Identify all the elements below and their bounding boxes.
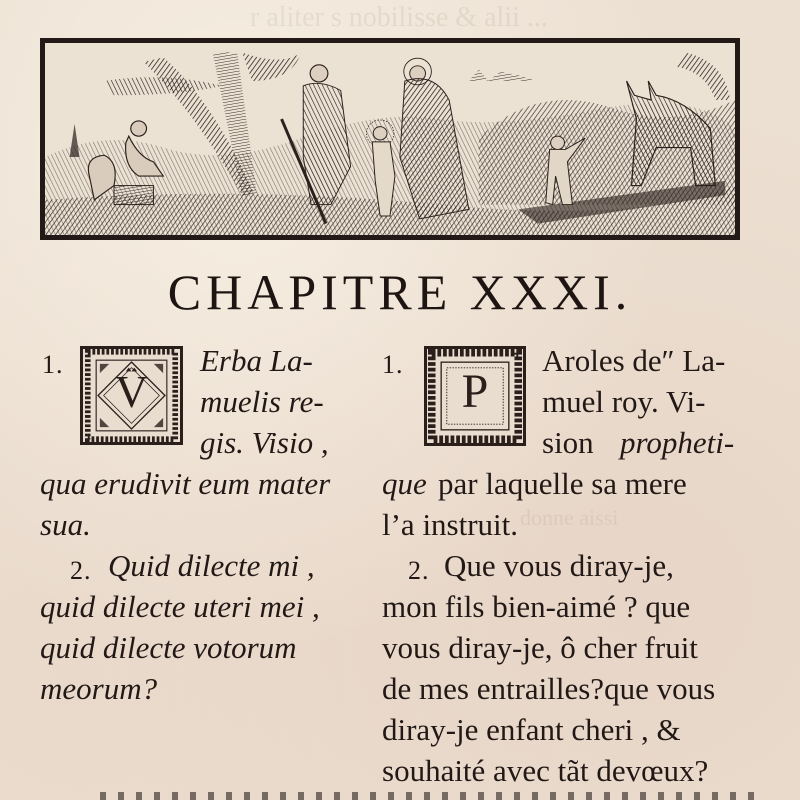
dropcap-p	[424, 346, 526, 446]
verse-line: par laquelle sa mere	[438, 466, 687, 501]
verse-line: Que vous diray-je,	[444, 548, 674, 583]
verse-line: gis. Visio ,	[200, 425, 329, 460]
woodcut-scene-icon	[45, 43, 735, 235]
verse-line: meorum?	[40, 671, 158, 706]
verse-line: Quid dilecte mi ,	[108, 548, 315, 583]
chapter-title: CHAPITRE XXXI.	[167, 264, 633, 320]
verse-line: muel roy. Vi-	[542, 384, 706, 419]
verse-number: 2.	[408, 556, 430, 585]
verse-number: 1.	[382, 350, 404, 379]
show-through-text: donne aissi	[520, 505, 619, 530]
verse-line: souhaité avec tãt devœux?	[382, 753, 709, 788]
dropcap-letter: V	[114, 366, 149, 417]
show-through-text: r aliter s nobilisse & alii ...	[250, 2, 548, 33]
verse-line: Erba La-	[200, 343, 313, 378]
verse-line: Aroles de″ La-	[542, 343, 726, 378]
verse-line: mon fils bien-aimé ? que	[382, 589, 691, 624]
cut-off-next-line	[100, 792, 760, 800]
verse-line-italic: propheti-	[620, 425, 735, 460]
verse-line: de mes entrailles?que vous	[382, 671, 716, 706]
verse-number: 1.	[42, 350, 64, 379]
dropcap-letter: P	[461, 365, 489, 418]
verse-line: l’a instruit.	[382, 507, 519, 542]
verse-line: quid dilecte votorum	[40, 630, 297, 665]
verse-line: qua erudivit eum mater	[40, 466, 331, 501]
verse-line-italic: que	[382, 466, 427, 501]
verse-line: diray-je enfant cheri , &	[382, 712, 681, 747]
verse-line: sua.	[40, 507, 91, 542]
verse-line: quid dilecte uteri mei ,	[40, 589, 320, 624]
dropcap-v	[80, 346, 183, 445]
verse-line: sion	[542, 425, 594, 460]
verse-line: vous diray-je, ô cher fruit	[382, 630, 698, 665]
verse-line: muelis re-	[200, 384, 324, 419]
verse-number: 2.	[70, 556, 92, 585]
woodcut-illustration	[40, 38, 740, 240]
